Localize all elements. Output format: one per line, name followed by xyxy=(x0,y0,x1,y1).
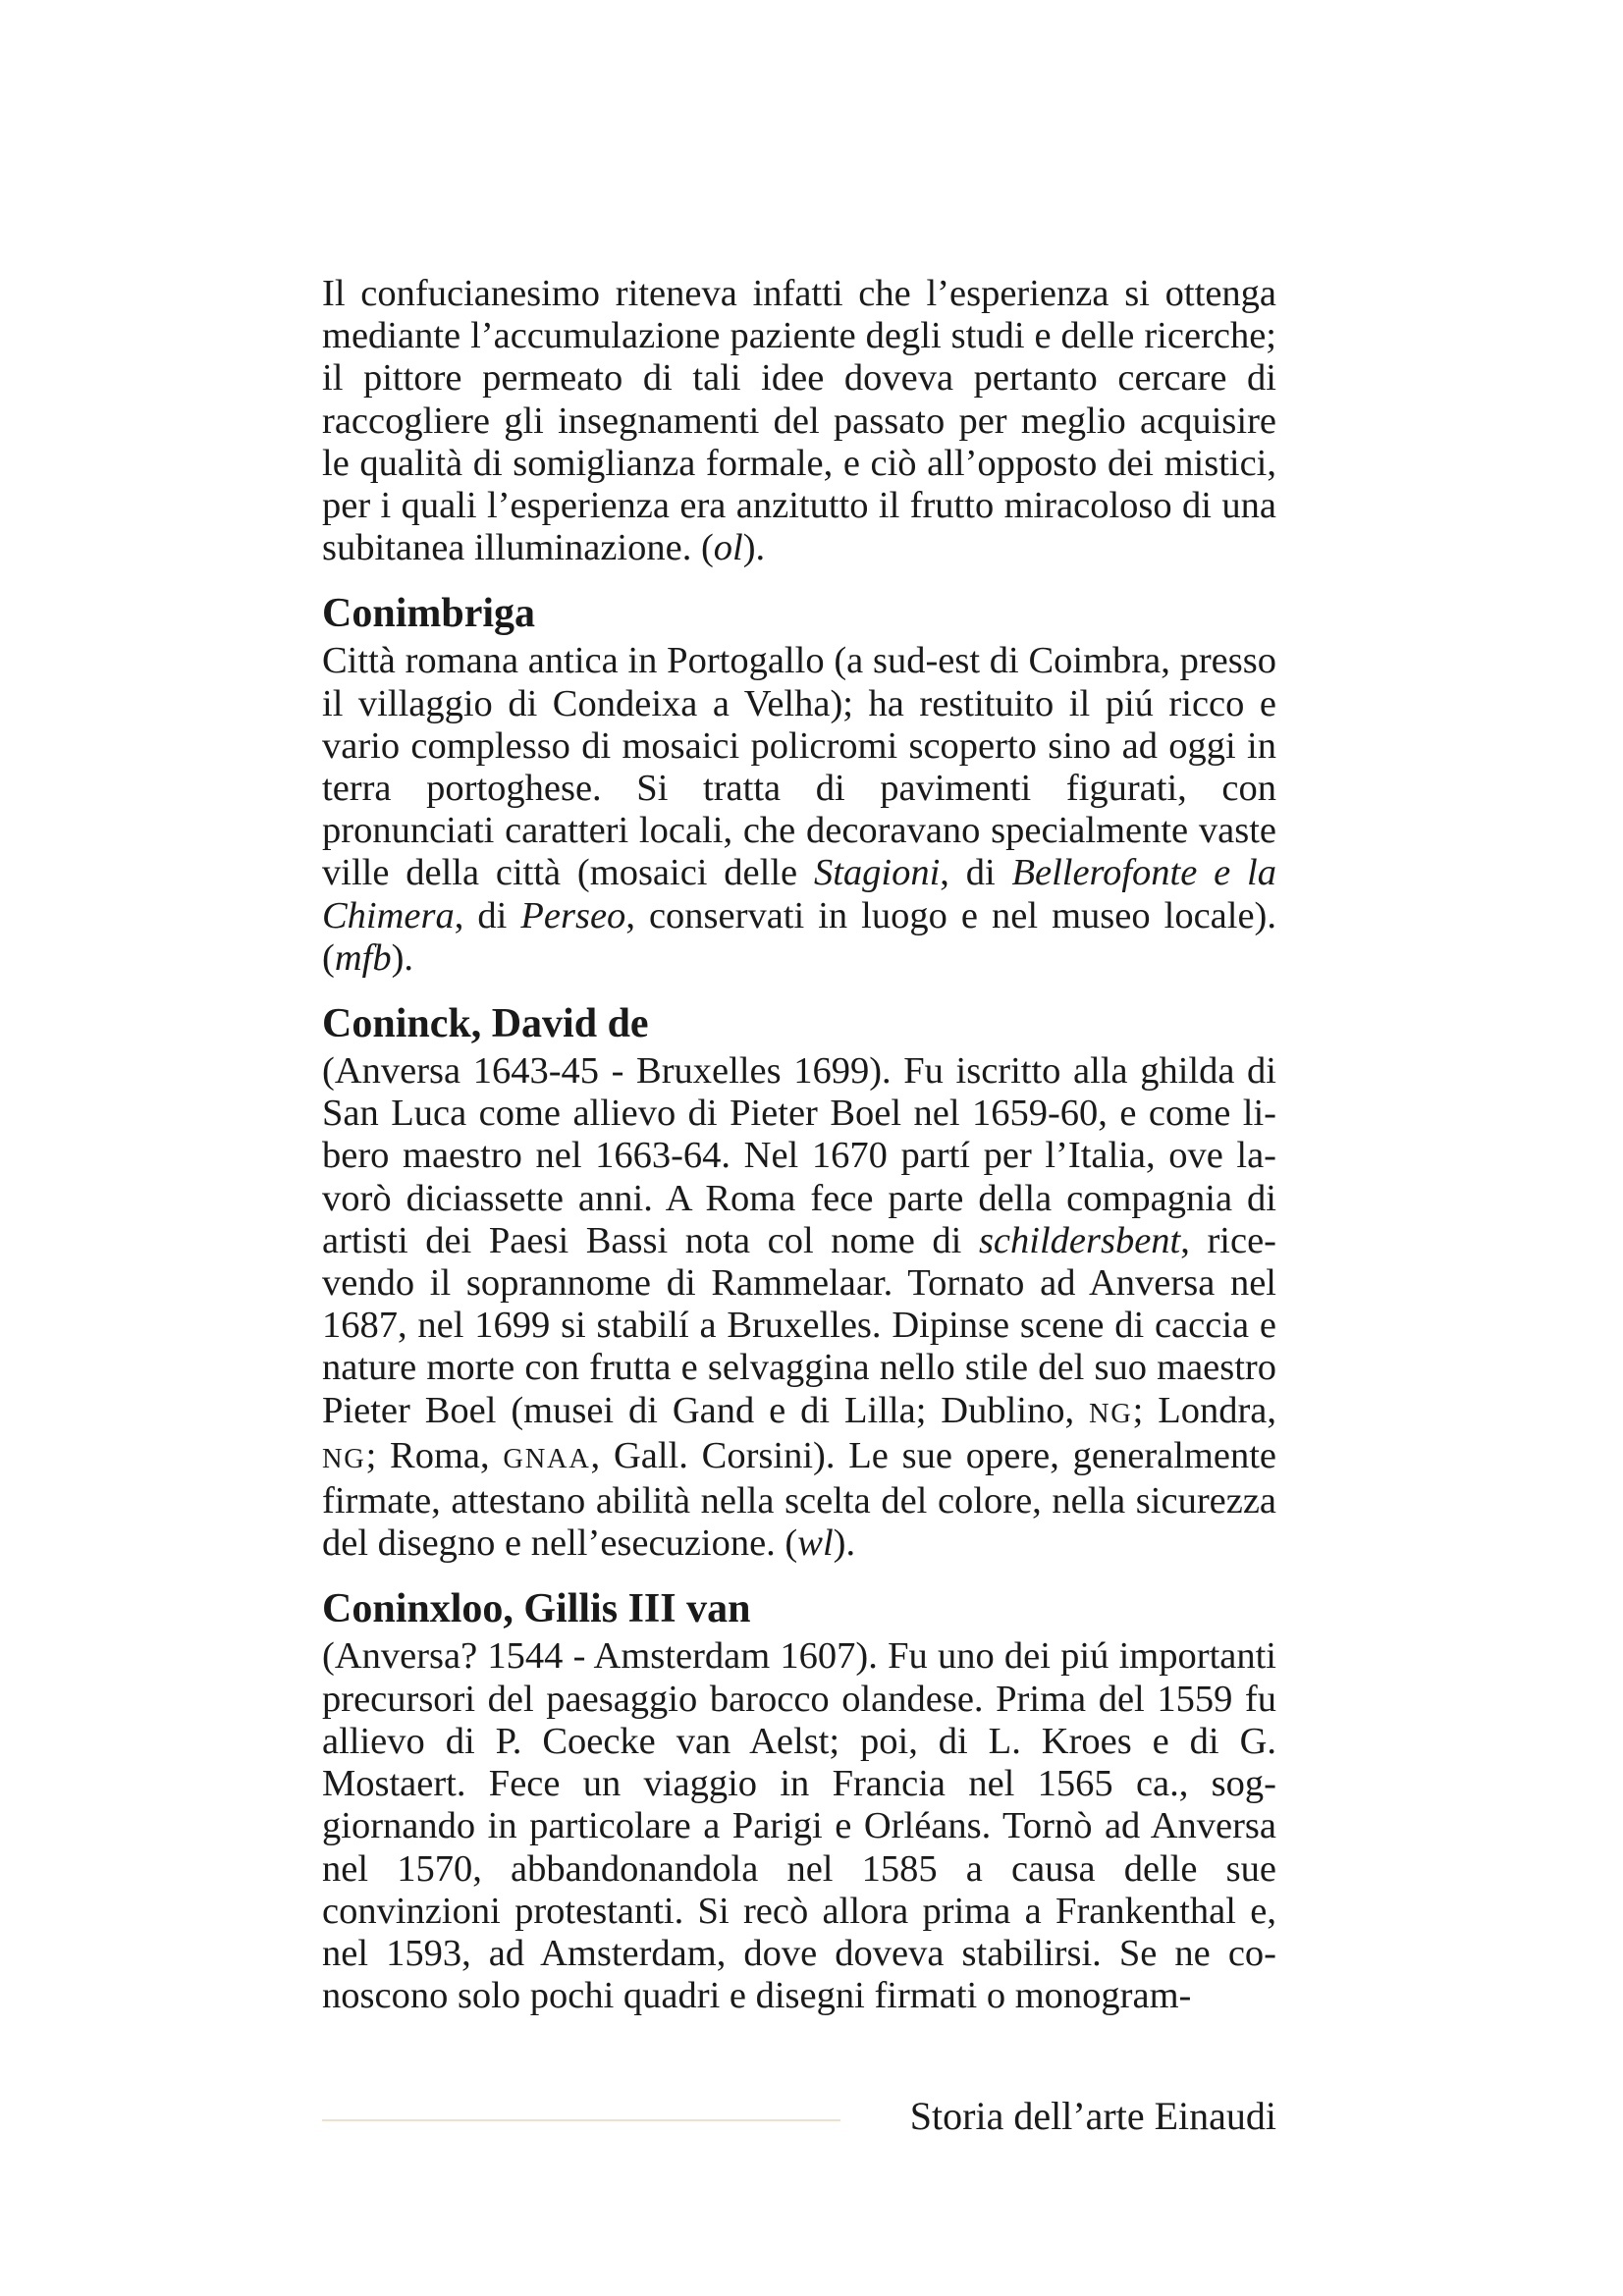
footer-rule xyxy=(322,2119,840,2121)
entry-body: (Anversa? 1544 - Amsterdam 1607). Fu uno dei piú importanti precursori del paesaggio barocco olandese. Prima del 1559 fu allievo di P. Coecke van Aelst; poi, di L. Kroes e di G. Mostaert. Fece un viaggio in Francia nel 1565 ca., soggiornando in particolare a Parigi e Orléans. Tornò ad Anversa nel 1570, abbandonandola nel 1585 a causa delle sue convinzioni protestanti. Si recò allora prima a Frankenthal e, nel 1593, ad Amsterdam, dove doveva stabilirsi. Se ne conoscono solo pochi quadri e disegni firmati o monogram- xyxy=(322,1635,1276,2017)
author-initials: mfb xyxy=(334,936,392,979)
entry-body: Città romana antica in Portogallo (a sud-est di Coimbra, presso il villaggio di Condeixa a Velha); ha restituito il piú ricco e vario complesso di mosaici policromi scoperto sino ad oggi in terra portoghese. Si tratta di pavimenti figurati, con pronunciati caratteri locali, che decoravano specialmente vaste ville della città (mosaici delle Stagioni, di Bellerofonte e la Chimera, di Perseo, conservati in luogo e nel museo locale). (mfb). xyxy=(322,640,1276,979)
artwork-title: Stagioni xyxy=(813,852,941,894)
entry-body: (Anversa 1643-45 - Bruxelles 1699). Fu iscritto alla ghilda di San Luca come allievo di Pieter Boel nel 1659-60, e come libero maestro nel 1663-64. Nel 1670 partí per l’Italia, ove lavorò diciassette anni. A Roma fece parte della compagnia di artisti dei Paesi Bassi nota col nome di schildersbent, ricevendo il soprannome di Rammelaar. Tornato ad Anversa nel 1687, nel 1699 si stabilí a Bruxelles. Dipinse scene di caccia e nature morte con frutta e selvaggina nello stile del suo maestro Pieter Boel (musei di Gand e di Lilla; Dublino, NG; Londra, NG; Roma, GNAA, Gall. Corsini). Le sue opere, generalmente firmate, attestano abilità nella scelta del colore, nella sicurezza del disegno e nell’esecuzione. (wl). xyxy=(322,1050,1276,1565)
entry-heading: Coninck, David de xyxy=(322,1001,649,1047)
intro-text: Il confucianesimo riteneva infatti che l’esperienza si ottenga mediante l’accumulazione paziente degli studi e delle ricerche; il pittore permeato di tali idee doveva pertanto cercare di raccogliere gli insegnamenti del passato per meglio acquisire le qualità di somiglianza formale, e ciò all’opposto dei mistici, per i quali l’esperienza era anzitutto il frutto miracoloso di una subitanea illuminazione. ( xyxy=(322,273,1276,569)
italic-term: schildersbent xyxy=(978,1219,1181,1261)
author-initials: wl xyxy=(797,1522,834,1565)
museum-abbreviation: GNAA xyxy=(503,1443,591,1474)
museum-abbreviation: NG xyxy=(322,1443,366,1474)
museum-abbreviation: NG xyxy=(1089,1398,1133,1429)
entry-conimbriga xyxy=(322,591,1276,980)
artwork-title: Perseo xyxy=(520,894,626,936)
main-text-column xyxy=(322,273,1276,2017)
footer-title: Storia dell’arte Einaudi xyxy=(909,2094,1276,2138)
artwork-title: Bellerofonte e la Chimera xyxy=(322,852,1276,936)
entry-heading: Conimbriga xyxy=(322,591,536,637)
entry-coninxloo-gillis xyxy=(322,1586,1276,2017)
entry-heading: Coninxloo, Gillis III van xyxy=(322,1586,751,1632)
author-initials: ol xyxy=(713,527,743,569)
page-footer xyxy=(322,2093,1276,2140)
entry-coninck-david-de xyxy=(322,1001,1276,1565)
intro-paragraph: Il confucianesimo riteneva infatti che l’esperienza si ottenga mediante l’accumulazione paziente degli studi e delle ricerche; il pittore permeato di tali idee doveva pertanto cercare di raccogliere gli insegnamenti del passato per meglio acquisire le qualità di somiglianza formale, e ciò all’opposto dei mistici, per i quali l’esperienza era anzitutto il frutto miracoloso di una subitanea illuminazione. (ol). xyxy=(322,273,1276,569)
